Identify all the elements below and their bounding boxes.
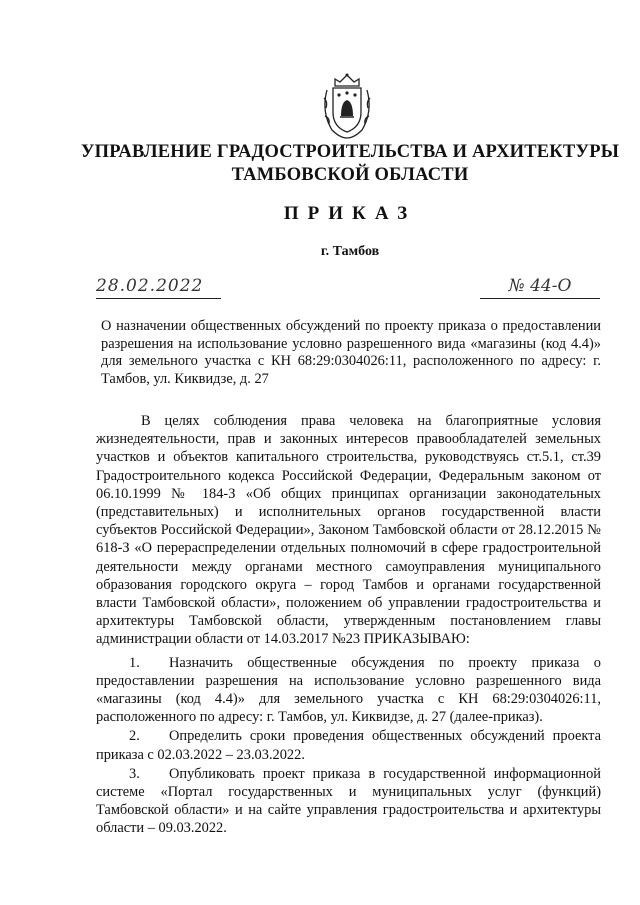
order-item-text: Назначить общественные обсуждения по проекту приказа о предоставлении разрешения на использование условно разрешенного вида «магазины (код 4.4)» для земельного участка с КН 68:29:0304026:11, расположенного по адресу: г. Тамбов, ул. Киквидзе, д. 27 (далее-приказ). [96,654,601,726]
organization-name-line2: ТАМБОВСКОЙ ОБЛАСТИ [231,165,469,185]
order-item-number: 1. [129,654,140,671]
order-item-number: 3. [129,765,140,782]
document-body [96,412,601,839]
order-item [96,654,601,727]
document-subject: О назначении общественных обсуждений по проекту приказа о предоставлении разрешения на использование условно разрешенного вида «магазины (код 4.4)» для земельного участка с КН 68:29:0304026:11, расположенного по адресу: г. Тамбов, ул. Киквидзе, д. 27 [101,318,601,387]
order-items-list [96,654,601,838]
order-item [96,765,601,838]
order-item [96,727,601,763]
preamble-paragraph: В целях соблюдения права человека на благоприятные условия жизнедеятельности, прав и законных интересов правообладателей земельных участков и объектов капитального строительства, руководствуясь ст.5.1, ст.39 Градостроительного кодекса Российской Федерации, Федеральным законом от 06.10.1999 № 184-З «Об общих принципах организации законодательных (представительных) и исполнительных органов государственной власти субъектов Российской Федерации», Законом Тамбовской области от 28.12.2015 № 618-З «О перераспределении отдельных полномочий в сфере градостроительной деятельности между органами местного самоуправления муниципального образования городского округа – город Тамбов и органами государственной власти Тамбовской области», положением об управлении градостроительства и архитектуры Тамбовской области, утвержденным постановлением главы администрации области от 14.03.2017 №23 ПРИКАЗЫВАЮ: [96,413,601,648]
organization-name-line1: УПРАВЛЕНИЕ ГРАДОСТРОИТЕЛЬСТВА И АРХИТЕКТУРЫ [80,142,620,162]
order-item-text: Определить сроки проведения общественных обсуждений проекта приказа с 02.03.2022 – 23.03.2022. [96,728,601,763]
coat-of-arms-icon [318,72,376,140]
order-item-text: Опубликовать проект приказа в государственной информационной системе «Портал государственных и муниципальных услуг (функций) Тамбовской области» и на сайте управления градостроительства и архитектуры области – 09.03.2022. [96,765,601,837]
document-type: ПРИКАЗ [283,203,417,224]
order-item-number: 2. [129,728,140,745]
city: г. Тамбов [320,244,380,259]
document-number: № 44-О [480,276,600,299]
document-date: 28.02.2022 [96,276,221,299]
